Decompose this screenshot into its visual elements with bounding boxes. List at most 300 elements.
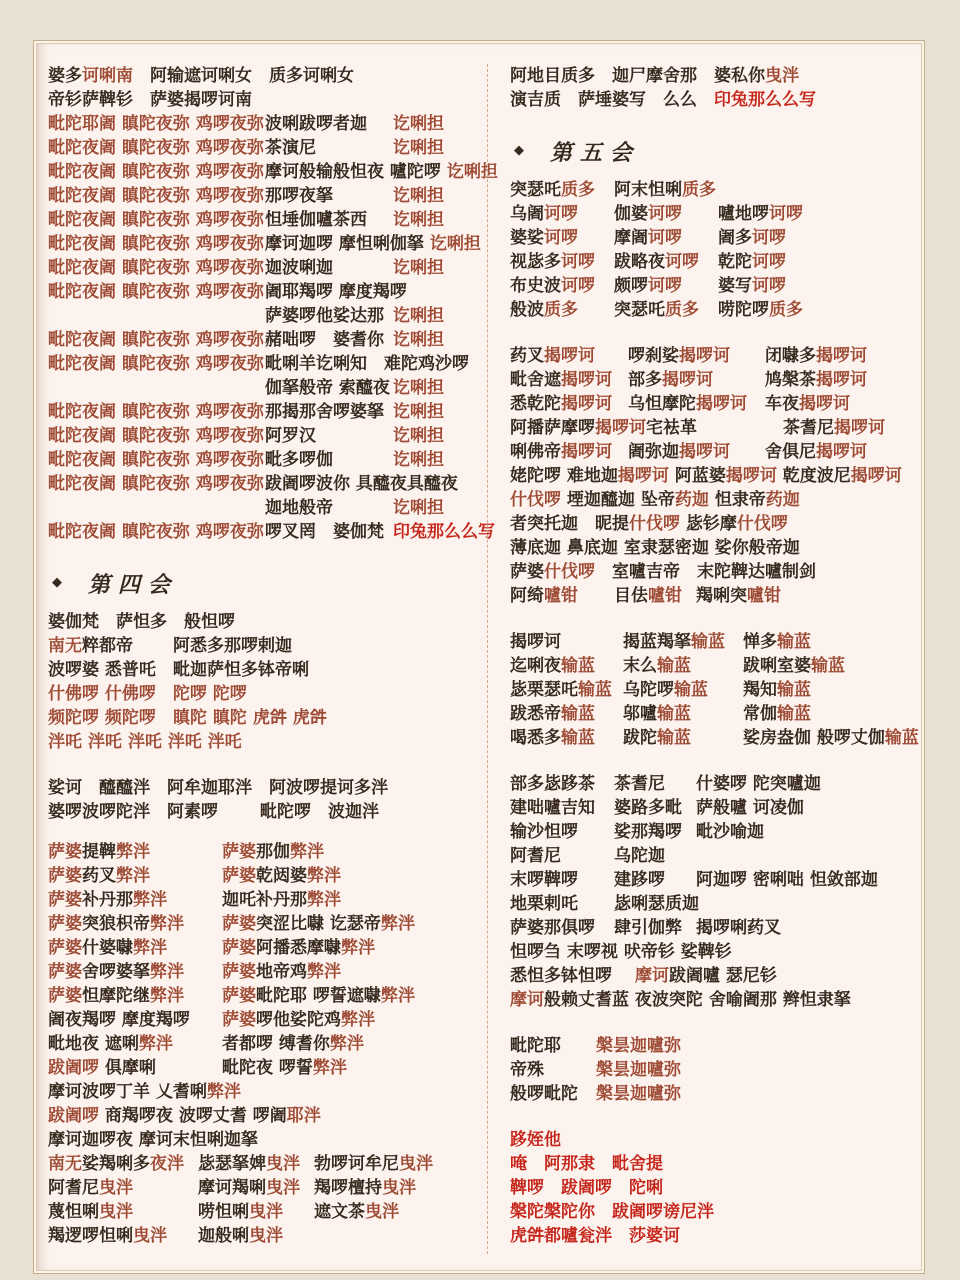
mantra-text: 毗陀夜阇 瞋陀夜弥 鸡啰夜弥 — [48, 162, 264, 182]
mantra-line — [48, 634, 487, 658]
mantra-cell — [614, 820, 696, 844]
mantra-text: 毗陀夜阇 瞋陀夜弥 鸡啰夜弥 — [48, 426, 264, 446]
mantra-text: 萨婆 — [48, 866, 82, 886]
mantra-text: 堙迦醯迦 坠帝 — [561, 490, 675, 510]
mantra-text: 萨婆 — [48, 962, 82, 982]
mantra-text: 输蓝 — [561, 728, 595, 748]
mantra-cell — [48, 800, 260, 824]
mantra-text: 输蓝 — [777, 680, 811, 700]
mantra-text: 什婆㘑 — [82, 938, 133, 958]
mantra-cell — [222, 840, 324, 864]
mantra-text: 婆路多毗 — [614, 798, 682, 818]
mantra-text: 诃啰 — [561, 276, 595, 296]
mantra-text: 末啰鞞啰 — [510, 870, 578, 890]
mantra-text: 建咄嚧吉知 — [510, 798, 595, 818]
mantra-cell — [222, 936, 375, 960]
mantra-text: 讫唎担 — [393, 450, 444, 470]
mantra-cell — [718, 202, 803, 226]
mantra-cell — [596, 1034, 681, 1058]
mantra-text: 那啰夜拏 — [265, 186, 333, 206]
section-header — [52, 568, 487, 598]
mantra-cell — [265, 280, 407, 304]
mantra-text: 槃陀槃陀你 跋阇啰谤尼泮 — [510, 1202, 714, 1222]
mantra-cell — [48, 610, 235, 634]
mantra-text: 揭啰诃 — [799, 394, 850, 414]
mantra-text: 药迦 — [765, 490, 800, 510]
mantra-cell — [510, 630, 623, 654]
mantra-text: 什伐啰 — [544, 562, 595, 582]
mantra-text: 毗陀夜阇 瞋陀夜弥 鸡啰夜弥 — [48, 354, 264, 374]
mantra-cell — [743, 702, 811, 726]
mantra-cell — [48, 328, 265, 352]
mantra-cell — [48, 64, 354, 88]
mantra-line — [48, 352, 487, 376]
mantra-text: 诃啰 — [769, 204, 803, 224]
mantra-text: 弊泮 — [133, 938, 167, 958]
mantra-line — [48, 800, 487, 824]
mantra-cell — [614, 274, 718, 298]
mantra-cell — [510, 202, 614, 226]
mantra-text: 目佉 — [614, 586, 648, 606]
mantra-text: 揭啰诃 — [595, 418, 646, 438]
mantra-block — [510, 988, 922, 1012]
mantra-text: 弊泮 — [312, 1058, 347, 1078]
mantra-cell — [48, 472, 265, 496]
mantra-cell — [48, 912, 222, 936]
mantra-text: 怛隶帝 — [708, 490, 766, 510]
mantra-text: 输蓝 — [674, 680, 708, 700]
mantra-text: 萨婆 — [48, 842, 82, 862]
mantra-text: 瞋陀 瞋陀 虎𤙖 虎𤙖 — [173, 708, 327, 728]
mantra-cell — [510, 416, 646, 440]
mantra-text: 阿罗汉 — [265, 426, 316, 446]
mantra-text: 肆引伽弊 — [614, 918, 682, 938]
mantra-text: 鸠槃茶 — [765, 370, 816, 390]
mantra-text: 陀啰 陀啰 — [173, 684, 247, 704]
mantra-text: 突涩比㘑 讫瑟帝 — [256, 914, 381, 934]
mantra-line — [510, 964, 922, 988]
mantra-line — [510, 344, 922, 368]
mantra-cell — [510, 940, 732, 964]
mantra-cell — [510, 512, 788, 536]
mantra-cell — [198, 1200, 314, 1224]
mantra-cell — [265, 184, 393, 208]
mantra-line — [510, 988, 922, 1012]
mantra-line — [48, 1080, 487, 1104]
mantra-text: 乾度波尼 — [776, 466, 851, 486]
mantra-line — [510, 940, 922, 964]
mantra-cell — [614, 226, 718, 250]
mantra-cell — [510, 988, 851, 1012]
mantra-line — [48, 232, 487, 256]
mantra-text: 弊泮 — [307, 962, 341, 982]
mantra-text: 曳泮 — [399, 1154, 433, 1174]
mantra-cell — [314, 1152, 433, 1176]
mantra-cell — [222, 1032, 364, 1056]
mantra-line — [48, 960, 487, 984]
mantra-text: 娑羯唎多 — [82, 1154, 150, 1174]
mantra-text: 啰他娑陀鸡 — [256, 1010, 341, 1030]
mantra-cell — [48, 1224, 198, 1248]
mantra-text: 弊泮 — [290, 842, 324, 862]
mantra-text: 般波 — [510, 300, 544, 320]
mantra-text: 诃啰 — [752, 228, 786, 248]
mantra-text: 毗沙喻迦 — [696, 822, 764, 842]
mantra-text: 药叉 — [510, 346, 544, 366]
mantra-line — [48, 888, 487, 912]
mantra-line — [510, 226, 922, 250]
mantra-text: 输蓝 — [884, 728, 919, 748]
mantra-cell — [314, 1200, 399, 1224]
mantra-cell — [222, 1056, 347, 1080]
mantra-text: 突瑟吒 — [614, 300, 665, 320]
mantra-cell — [393, 520, 495, 544]
mantra-line — [510, 820, 922, 844]
mantra-text: 弊泮 — [116, 842, 150, 862]
mantra-text: 诃啰 — [665, 252, 699, 272]
mantra-cell — [510, 892, 614, 916]
mantra-cell — [393, 184, 444, 208]
mantra-text: 突狼枳帝 — [82, 914, 150, 934]
mantra-text: 嚧钳 — [747, 586, 781, 606]
mantra-cell — [393, 424, 444, 448]
mantra-text: 揭啰诃 — [816, 346, 867, 366]
mantra-cell — [623, 654, 743, 678]
mantra-line — [48, 256, 487, 280]
mantra-text: 阿播萨摩啰 — [510, 418, 595, 438]
mantra-text: 毗陀夜阇 瞋陀夜弥 鸡啰夜弥 — [48, 474, 264, 494]
mantra-cell — [48, 706, 173, 730]
mantra-text: 者都啰 缚耆你 — [222, 1034, 330, 1054]
mantra-text: 诃啰 — [752, 252, 786, 272]
mantra-line — [510, 178, 922, 202]
mantra-text: 喝悉多 — [510, 728, 561, 748]
mantra-text: 输蓝 — [777, 632, 811, 652]
mantra-text: 输蓝 — [777, 704, 811, 724]
mantra-cell — [510, 916, 614, 940]
mantra-line — [510, 1128, 922, 1152]
mantra-block — [48, 610, 487, 754]
mantra-text: 毗陀夜 啰誓 — [222, 1058, 313, 1078]
mantra-cell — [510, 440, 628, 464]
mantra-text: 毖唎瑟质迦 — [614, 894, 699, 914]
mantra-line — [48, 448, 487, 472]
mantra-cell — [614, 772, 696, 796]
mantra-line — [510, 1176, 922, 1200]
mantra-line — [48, 424, 487, 448]
mantra-text: 俱摩唎 — [99, 1058, 156, 1078]
mantra-cell — [743, 654, 845, 678]
mantra-cell — [48, 400, 265, 424]
mantra-line — [48, 112, 487, 136]
mantra-text: 诃啰 — [544, 204, 578, 224]
mantra-text: 舍啰婆拏 — [82, 962, 150, 982]
mantra-text: 弊泮 — [380, 914, 415, 934]
mantra-text: 阿悉多那啰剌迦 — [173, 636, 292, 656]
mantra-cell — [222, 864, 341, 888]
mantra-cell — [48, 304, 265, 328]
mantra-cell — [48, 1008, 222, 1032]
mantra-text: 输蓝 — [811, 656, 845, 676]
mantra-text: 什伐啰 — [736, 514, 788, 534]
mantra-text: 摩诃迦啰 摩怛唎伽拏 — [265, 234, 430, 254]
mantra-text: 茶耆尼 — [614, 774, 665, 794]
mantra-text: 输蓝 — [691, 632, 725, 652]
mantra-text: 毗陀夜阇 瞋陀夜弥 鸡啰夜弥 — [48, 138, 264, 158]
mantra-line — [48, 776, 487, 800]
mantra-text: 阿末怛唎 — [614, 180, 682, 200]
mantra-line — [48, 1032, 487, 1056]
mantra-text: 毗陀耶 — [510, 1036, 561, 1056]
mantra-line — [48, 912, 487, 936]
mantra-cell — [510, 868, 614, 892]
mantra-block — [510, 772, 922, 940]
mantra-text: 萨般嚧 诃凌伽 — [696, 798, 804, 818]
mantra-cell — [48, 1200, 198, 1224]
mantra-text: 突瑟吒 — [510, 180, 561, 200]
mantra-line — [510, 1200, 922, 1224]
mantra-text: 帝殊 — [510, 1060, 544, 1080]
mantra-cell — [48, 1176, 198, 1200]
mantra-text: 者突托迦 昵提 — [510, 514, 629, 534]
mantra-line — [510, 1034, 922, 1058]
mantra-text: 诃啰 — [648, 204, 682, 224]
mantra-cell — [614, 298, 718, 322]
mantra-cell — [510, 178, 614, 202]
mantra-line — [510, 796, 922, 820]
mantra-text: 毗地夜 遮唎 — [48, 1034, 139, 1054]
mantra-text: 毗陀夜阇 瞋陀夜弥 鸡啰夜弥 — [48, 450, 264, 470]
mantra-line — [48, 1176, 487, 1200]
mantra-text: 迦地般帝 — [265, 498, 333, 518]
mantra-line — [48, 658, 487, 682]
mantra-cell — [510, 298, 614, 322]
mantra-text: 诃啰 — [648, 276, 682, 296]
mantra-cell — [510, 1176, 663, 1200]
mantra-text: 娑诃 醯醯泮 阿牟迦耶泮 阿波啰提诃多泮 — [48, 778, 388, 798]
mantra-cell — [614, 178, 718, 202]
mantra-block — [48, 776, 487, 824]
mantra-text: 揭啰诃 — [544, 346, 595, 366]
mantra-cell — [48, 1152, 198, 1176]
mantra-line — [48, 1224, 487, 1248]
mantra-cell — [222, 984, 415, 1008]
mantra-cell — [48, 208, 265, 232]
mantra-block — [48, 112, 498, 544]
mantra-text: 勃啰诃牟尼 — [314, 1154, 399, 1174]
mantra-text: 输蓝 — [657, 704, 691, 724]
mantra-text: 粹都帝 — [82, 636, 133, 656]
mantra-line — [510, 464, 922, 488]
mantra-cell — [48, 184, 265, 208]
mantra-cell — [718, 226, 786, 250]
mantra-text: 讫唎担 — [393, 138, 444, 158]
mantra-line — [510, 772, 922, 796]
mantra-line — [48, 1008, 487, 1032]
mantra-text: 弊泮 — [341, 938, 375, 958]
mantra-text: 悉怛多钵怛啰 — [510, 966, 612, 986]
mantra-line — [510, 584, 922, 608]
mantra-text: 唵 阿那隶 毗舍提 — [510, 1154, 663, 1174]
mantra-text: 曳泮 — [249, 1226, 283, 1246]
mantra-text: 婆娑 — [510, 228, 544, 248]
mantra-line — [48, 984, 487, 1008]
mantra-text: 薄底迦 鼻底迦 室隶瑟密迦 娑你般帝迦 — [510, 538, 800, 558]
mantra-text: 讫唎担 — [393, 258, 444, 278]
mantra-cell — [614, 868, 696, 892]
mantra-text: 萨婆 — [222, 986, 256, 1006]
mantra-text: 质多 — [682, 180, 716, 200]
mantra-cell — [393, 496, 444, 520]
mantra-block — [510, 1128, 922, 1248]
mantra-block — [510, 178, 922, 322]
mantra-text: 毗陀夜阇 瞋陀夜弥 鸡啰夜弥 — [48, 186, 264, 206]
mantra-cell — [635, 964, 777, 988]
mantra-block — [48, 1152, 487, 1248]
mantra-text: 羯逻啰怛唎 — [48, 1226, 133, 1246]
section-title: 第五会 — [550, 139, 641, 166]
mantra-text: 曳泮 — [382, 1178, 416, 1198]
diamond-bullet-icon: ◆ — [52, 574, 62, 590]
mantra-cell — [48, 88, 252, 112]
mantra-text: 般赖丈耆蓝 夜波突陀 舍喻阇那 辫怛隶拏 — [544, 990, 851, 1010]
mantra-cell — [265, 520, 393, 544]
mantra-text: 耶泮 — [286, 1106, 321, 1126]
mantra-text: 萨婆 — [222, 962, 256, 982]
mantra-text: 毗陀夜阇 瞋陀夜弥 鸡啰夜弥 — [48, 402, 264, 422]
mantra-text: 毗多啰伽 — [265, 450, 333, 470]
mantra-cell — [265, 112, 393, 136]
mantra-text: 毗陀夜阇 瞋陀夜弥 鸡啰夜弥 — [48, 330, 264, 350]
mantra-cell — [48, 658, 173, 682]
mantra-text: 阿耆尼 — [48, 1178, 99, 1198]
mantra-text: 乾闼婆 — [256, 866, 307, 886]
mantra-text: 迦般唎 — [198, 1226, 249, 1246]
mantra-text: 毗唎羊讫唎知 难陀鸡沙啰 — [265, 354, 469, 374]
mantra-text: 质多 — [561, 180, 595, 200]
mantra-text: 什佛啰 什佛啰 — [48, 684, 156, 704]
mantra-cell — [48, 888, 222, 912]
mantra-text: 乌阇 — [510, 204, 544, 224]
mantra-text: 颇啰 — [614, 276, 648, 296]
mantra-text: 毗陀夜阇 瞋陀夜弥 鸡啰夜弥 — [48, 522, 264, 542]
mantra-text: 揭蓝羯拏 — [623, 632, 691, 652]
mantra-cell — [510, 796, 614, 820]
mantra-line — [510, 1224, 922, 1248]
mantra-text: 弊泮 — [116, 866, 150, 886]
mantra-cell — [510, 584, 614, 608]
mantra-cell — [48, 496, 265, 520]
mantra-text: 唎佛帝 — [510, 442, 561, 462]
mantra-line — [510, 654, 922, 678]
mantra-text: 频陀啰 频陀啰 — [48, 708, 156, 728]
mantra-text: 弊泮 — [150, 962, 184, 982]
mantra-text: 波啰婆 悉普吒 — [48, 660, 156, 680]
mantra-block — [510, 344, 922, 464]
mantra-text: 阿输遮诃唎女 质多诃唎女 — [133, 66, 354, 86]
mantra-text: 婆多 — [48, 66, 82, 86]
mantra-cell — [614, 916, 696, 940]
mantra-cell — [265, 376, 393, 400]
mantra-cell — [173, 706, 327, 730]
mantra-text: 揭啰诃 — [679, 442, 730, 462]
mantra-text: 萨婆 — [48, 914, 82, 934]
mantra-text: 输蓝 — [657, 728, 691, 748]
mantra-text: 质多 — [769, 300, 803, 320]
mantra-text: 提鞞 — [82, 842, 116, 862]
mantra-cell — [48, 1032, 222, 1056]
right-column — [487, 64, 922, 1254]
mantra-cell — [628, 392, 765, 416]
mantra-cell — [510, 678, 623, 702]
mantra-text: 跋略夜 — [614, 252, 665, 272]
mantra-line — [510, 630, 922, 654]
mantra-cell — [510, 488, 800, 512]
mantra-line — [510, 64, 922, 88]
mantra-text: 输沙怛啰 — [510, 822, 578, 842]
mantra-text: 阇耶羯啰 摩度羯啰 — [265, 282, 407, 302]
mantra-text: 跋唎室婆 — [743, 656, 811, 676]
mantra-cell — [510, 1200, 714, 1224]
mantra-text: 帝钐萨鞞钐 萨婆揭啰诃南 — [48, 90, 252, 110]
mantra-cell — [614, 202, 718, 226]
left-column — [48, 64, 498, 1248]
mantra-text: 阇弥迦 — [628, 442, 679, 462]
mantra-text: 诃啰 — [752, 276, 786, 296]
mantra-text: 萨婆 — [222, 1010, 256, 1030]
mantra-cell — [628, 344, 765, 368]
mantra-text: 萨婆 — [222, 866, 256, 886]
mantra-text: 乌陀迦 — [614, 846, 665, 866]
mantra-cell — [393, 304, 444, 328]
mantra-text: 揭啰诃 — [834, 418, 885, 438]
mantra-cell — [510, 772, 614, 796]
mantra-text: 印兔那么么写 — [714, 90, 816, 110]
mantra-text: 曳泮 — [365, 1202, 399, 1222]
mantra-text: 曳泮 — [99, 1178, 133, 1198]
mantra-cell — [510, 274, 614, 298]
mantra-text: 南无 — [48, 636, 82, 656]
mantra-text: 毗迦萨怛多钵帝唎 — [173, 660, 309, 680]
mantra-line — [510, 844, 922, 868]
mantra-cell — [393, 256, 444, 280]
mantra-line — [510, 298, 922, 322]
mantra-text: 诃啰 — [648, 228, 682, 248]
mantra-text: 药迦 — [674, 490, 709, 510]
mantra-cell — [696, 868, 878, 892]
mantra-cell — [510, 1058, 596, 1082]
mantra-cell — [265, 256, 393, 280]
mantra-cell — [198, 1152, 314, 1176]
mantra-text: 乌怛摩陀 — [628, 394, 696, 414]
mantra-cell — [48, 520, 265, 544]
mantra-text: 茶耆尼 — [783, 418, 834, 438]
mantra-text: 讫唎担 — [393, 330, 444, 350]
mantra-text: 曳泮 — [266, 1154, 300, 1174]
mantra-line — [510, 440, 922, 464]
mantra-cell — [265, 136, 393, 160]
mantra-cell — [48, 136, 265, 160]
mantra-text: 宅袪革 — [646, 418, 697, 438]
mantra-line — [510, 488, 922, 512]
mantra-text: 讫唎担 — [393, 306, 444, 326]
mantra-cell — [430, 232, 481, 256]
mantra-text: 揭啰诃 — [617, 466, 669, 486]
mantra-cell — [510, 226, 614, 250]
mantra-text: 萨婆 — [222, 914, 256, 934]
mantra-cell — [696, 584, 781, 608]
mantra-text: 讫唎担 — [393, 186, 444, 206]
